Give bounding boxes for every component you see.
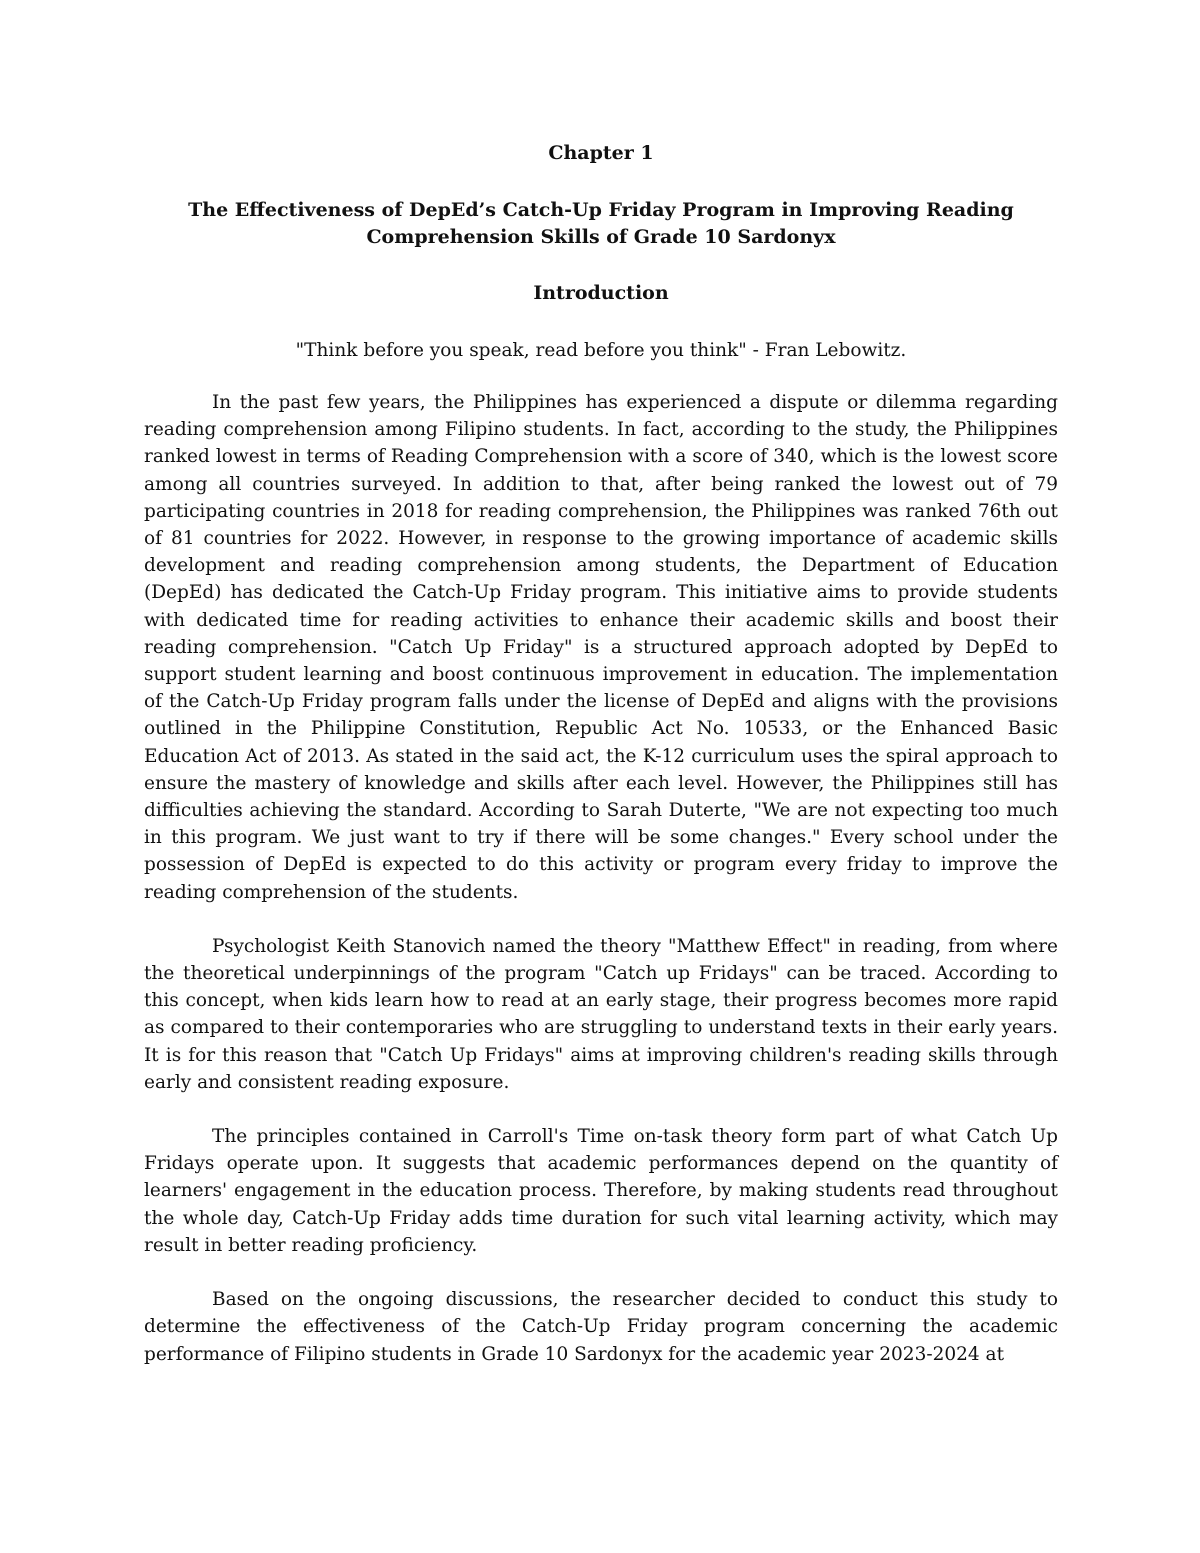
document-page [144,140,1058,1395]
document-title: The Effectiveness of DepEd’s Catch-Up Friday Program in Improving Reading Comprehension Skills of Grade 10 Sardonyx [188,199,1014,248]
body-paragraph: In the past few years, the Philippines has experienced a dispute or dilemma regarding reading comprehension among Filipino students. In fact, according to the study, the Philippines ranked lowest in terms of Reading Comprehension with a score of 340, which is the lowest score among all countries surveyed. In addition to that, after being ranked the lowest out of 79 participating countries in 2018 for reading comprehension, the Philippines was ranked 76th out of 81 countries for 2022. However, in response to the growing importance of academic skills development and reading comprehension among students, the Department of Education (DepEd) has dedicated the Catch-Up Friday program. This initiative aims to provide students with dedicated time for reading activities to enhance their academic skills and boost their reading comprehension. "Catch Up Friday" is a structured approach adopted by DepEd to support student learning and boost continuous improvement in education. The implementation of the Catch-Up Friday program falls under the license of DepEd and aligns with the provisions outlined in the Philippine Constitution, Republic Act No. 10533, or the Enhanced Basic Education Act of 2013. As stated in the said act, the K-12 curriculum uses the spiral approach to ensure the mastery of knowledge and skills after each level. However, the Philippines still has difficulties achieving the standard. According to Sarah Duterte, "We are not expecting too much in this program. We just want to try if there will be some changes." Every school under the possession of DepEd is expected to do this activity or program every friday to improve the reading comprehension of the students. [144,392,1058,903]
body-paragraph: The principles contained in Carroll's Time on-task theory form part of what Catch Up Fridays operate upon. It suggests that academic performances depend on the quantity of learners' engagement in the education process. Therefore, by making students read throughout the whole day, Catch-Up Friday adds time duration for such vital learning activity, which may result in better reading proficiency. [144,1126,1058,1256]
chapter-label: Chapter 1 [548,142,654,164]
epigraph-quote: "Think before you speak, read before you think" - Fran Lebowitz. [295,340,907,361]
body-paragraph: Based on the ongoing discussions, the researcher decided to conduct this study to determine the effectiveness of the Catch-Up Friday program concerning the academic performance of Filipino students in Grade 10 Sardonyx for the academic year 2023-2024 at [144,1289,1058,1365]
section-heading: Introduction [533,282,669,304]
body-paragraph: Psychologist Keith Stanovich named the theory "Matthew Effect" in reading, from where the theoretical underpinnings of the program "Catch up Fridays" can be traced. According to this concept, when kids learn how to read at an early stage, their progress becomes more rapid as compared to their contemporaries who are struggling to understand texts in their early years. It is for this reason that "Catch Up Fridays" aims at improving children's reading skills through early and consistent reading exposure. [144,935,1058,1093]
